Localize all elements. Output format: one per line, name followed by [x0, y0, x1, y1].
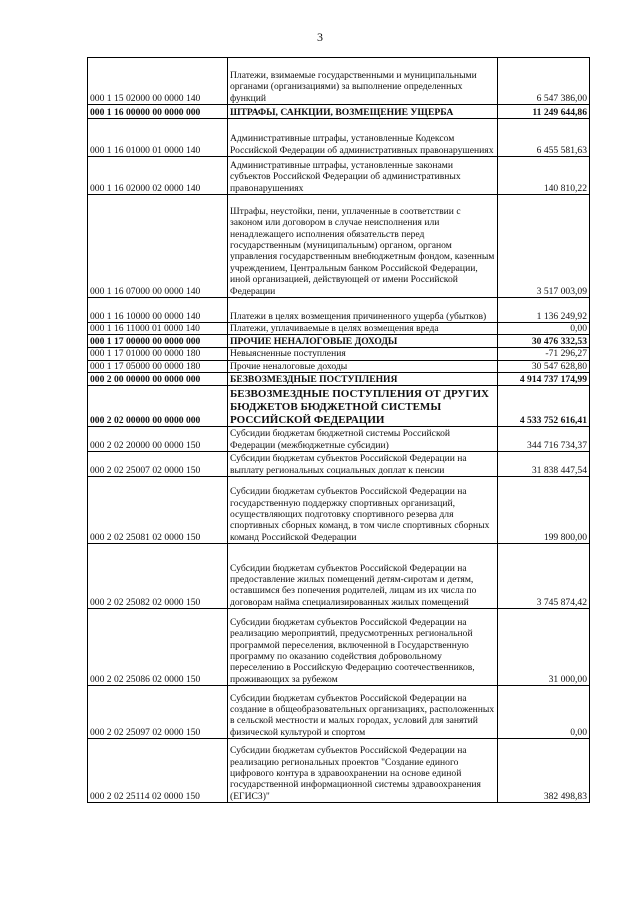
revenue-name-cell: Субсидии бюджетам субъектов Российской Федерации на предоставление жилых помещений детям-сиротам и детям, оставшимся без попечения родителей, лицам из их числа по договорам найма специализированных жилых помещений	[228, 544, 498, 609]
table-row	[88, 58, 590, 105]
revenue-name-cell: Административные штрафы, установленные Кодексом Российской Федерации об административных правонарушениях	[228, 119, 498, 157]
revenue-name-cell: Невыясненные поступления	[228, 348, 498, 360]
budget-code-cell: 000 1 15 02000 00 0000 140	[88, 58, 228, 105]
table-row	[88, 427, 590, 452]
table-row	[88, 157, 590, 195]
table-row	[88, 452, 590, 477]
table-row	[88, 119, 590, 157]
revenue-name-cell: Административные штрафы, установленные законами субъектов Российской Федерации об административных правонарушениях	[228, 157, 498, 195]
table-row	[88, 544, 590, 609]
revenue-name-cell: Субсидии бюджетам субъектов Российской Федерации на государственную поддержку спортивных организаций, осуществляющих подготовку спортивного резерва для спортивных сборных команд, в том числе спортивных сборных команд Российской Федерации	[228, 477, 498, 544]
amount-cell: 4 533 752 616,41	[498, 386, 590, 427]
budget-code-cell: 000 2 02 00000 00 0000 000	[88, 386, 228, 427]
amount-cell: 199 800,00	[498, 477, 590, 544]
amount-cell: 6 455 581,63	[498, 119, 590, 157]
budget-code-cell: 000 2 02 25097 02 0000 150	[88, 686, 228, 739]
revenue-name-cell: БЕЗВОЗМЕЗДНЫЕ ПОСТУПЛЕНИЯ ОТ ДРУГИХ БЮДЖЕТОВ БЮДЖЕТНОЙ СИСТЕМЫ РОССИЙСКОЙ ФЕДЕРАЦИИ	[228, 386, 498, 427]
table-row	[88, 477, 590, 544]
budget-code-cell: 000 2 00 00000 00 0000 000	[88, 373, 228, 386]
budget-code-cell: 000 1 16 07000 00 0000 140	[88, 195, 228, 298]
budget-code-cell: 000 1 17 01000 00 0000 180	[88, 348, 228, 360]
budget-code-cell: 000 1 16 02000 02 0000 140	[88, 157, 228, 195]
budget-code-cell: 000 1 16 01000 01 0000 140	[88, 119, 228, 157]
budget-code-cell: 000 2 02 25081 02 0000 150	[88, 477, 228, 544]
budget-revenue-table	[87, 57, 590, 803]
revenue-name-cell: Платежи, взимаемые государственными и муниципальными органами (организациями) за выполнение определенных функций	[228, 58, 498, 105]
amount-cell: 4 914 737 174,99	[498, 373, 590, 386]
amount-cell: -71 296,27	[498, 348, 590, 360]
amount-cell: 344 716 734,37	[498, 427, 590, 452]
amount-cell: 6 547 386,00	[498, 58, 590, 105]
table-row	[88, 298, 590, 323]
table-row	[88, 686, 590, 739]
amount-cell: 31 838 447,54	[498, 452, 590, 477]
revenue-name-cell: Субсидии бюджетам бюджетной системы Российской Федерации (межбюджетные субсидии)	[228, 427, 498, 452]
budget-code-cell: 000 2 02 25007 02 0000 150	[88, 452, 228, 477]
page-number: 3	[317, 30, 323, 44]
table-row	[88, 609, 590, 686]
revenue-name-cell: Субсидии бюджетам субъектов Российской Федерации на выплату региональных социальных доплат к пенсии	[228, 452, 498, 477]
amount-cell: 0,00	[498, 323, 590, 335]
table-body	[88, 58, 590, 803]
revenue-name-cell: Платежи в целях возмещения причиненного ущерба (убытков)	[228, 298, 498, 323]
budget-code-cell: 000 2 02 25086 02 0000 150	[88, 609, 228, 686]
amount-cell: 1 136 249,92	[498, 298, 590, 323]
budget-code-cell: 000 1 16 10000 00 0000 140	[88, 298, 228, 323]
table-row	[88, 739, 590, 803]
revenue-name-cell: ПРОЧИЕ НЕНАЛОГОВЫЕ ДОХОДЫ	[228, 335, 498, 348]
amount-cell: 30 476 332,53	[498, 335, 590, 348]
table-row	[88, 360, 590, 372]
budget-code-cell: 000 1 16 00000 00 0000 000	[88, 105, 228, 119]
table-row	[88, 335, 590, 348]
revenue-name-cell: Субсидии бюджетам субъектов Российской Федерации на создание в общеобразовательных организациях, расположенных в сельской местности и малых городах, условий для занятий физической культурой и спортом	[228, 686, 498, 739]
revenue-name-cell: Штрафы, неустойки, пени, уплаченные в соответствии с законом или договором в случае неисполнения или ненадлежащего исполнения обязательств перед государственным (муниципальным) органом, органом управления государственным внебюджетным фондом, казенным учреждением, Центральным банком Российской Федерации, иной организацией, действующей от имени Российской Федерации	[228, 195, 498, 298]
budget-code-cell: 000 2 02 25114 02 0000 150	[88, 739, 228, 803]
table-row	[88, 386, 590, 427]
revenue-name-cell: Субсидии бюджетам субъектов Российской Федерации на реализацию региональных проектов "Создание единого цифрового контура в здравоохранении на основе единой государственной информационной системы здравоохранения (ЕГИСЗ)"	[228, 739, 498, 803]
table-row	[88, 323, 590, 335]
amount-cell: 0,00	[498, 686, 590, 739]
budget-code-cell: 000 1 17 00000 00 0000 000	[88, 335, 228, 348]
budget-code-cell: 000 2 02 25082 02 0000 150	[88, 544, 228, 609]
revenue-name-cell: ШТРАФЫ, САНКЦИИ, ВОЗМЕЩЕНИЕ УЩЕРБА	[228, 105, 498, 119]
revenue-name-cell: Платежи, уплачиваемые в целях возмещения вреда	[228, 323, 498, 335]
revenue-name-cell: Субсидии бюджетам субъектов Российской Федерации на реализацию мероприятий, предусмотренных региональной программой переселения, включенной в Государственную программу по оказанию содействия добровольному переселению в Российскую Федерацию соотечественников, проживающих за рубежом	[228, 609, 498, 686]
amount-cell: 30 547 628,80	[498, 360, 590, 372]
budget-code-cell: 000 2 02 20000 00 0000 150	[88, 427, 228, 452]
amount-cell: 382 498,83	[498, 739, 590, 803]
table-row	[88, 373, 590, 386]
amount-cell: 11 249 644,86	[498, 105, 590, 119]
amount-cell: 3 517 003,09	[498, 195, 590, 298]
revenue-name-cell: Прочие неналоговые доходы	[228, 360, 498, 372]
budget-code-cell: 000 1 16 11000 01 0000 140	[88, 323, 228, 335]
budget-code-cell: 000 1 17 05000 00 0000 180	[88, 360, 228, 372]
amount-cell: 31 000,00	[498, 609, 590, 686]
table-row	[88, 195, 590, 298]
table-row	[88, 105, 590, 119]
amount-cell: 140 810,22	[498, 157, 590, 195]
table-row	[88, 348, 590, 360]
amount-cell: 3 745 874,42	[498, 544, 590, 609]
revenue-name-cell: БЕЗВОЗМЕЗДНЫЕ ПОСТУПЛЕНИЯ	[228, 373, 498, 386]
